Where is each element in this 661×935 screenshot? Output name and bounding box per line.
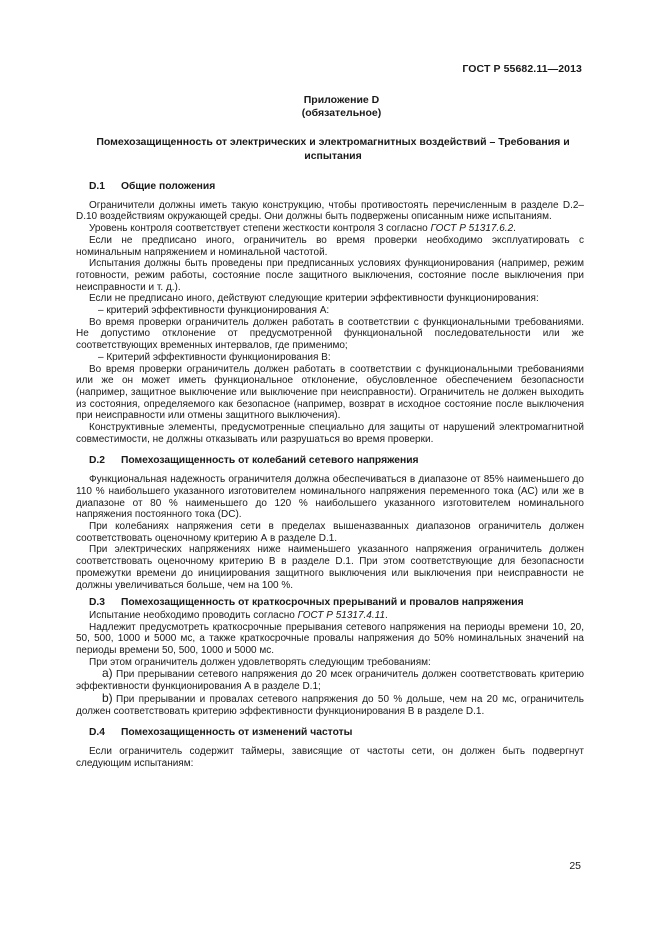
paragraph: Если ограничитель содержит таймеры, зависящие от частоты сети, он должен быть подвергнут следующим испытаниям: [76, 745, 584, 769]
paragraph: Во время проверки ограничитель должен работать в соответствии с функциональными требованиями или же он может иметь функциональное отклонение, обусловленное обеспечением безопасности (например, защитное выключение или выключение при неисправности). Ограничитель не должен выходить из состояния, определяемого как безопасное (например, возврат в исходное состояние после выключения при неисправности или отмены защитного выключения). [76, 363, 584, 422]
list-marker: b) [102, 690, 113, 705]
paragraph: Во время проверки ограничитель должен работать в соответствии с функциональными требованиями. Не допустимо отклонение от предусмотренной функциональной последовательности или же соответствующих временных интервалов, где применимо; [76, 316, 584, 352]
paragraph: Уровень контроля соответствует степени жесткости контроля 3 согласно ГОСТ Р 51317.6.2. [89, 223, 516, 235]
standard-reference: ГОСТ Р 51317.4.11 [297, 609, 386, 621]
paragraph: Если не предписано иного, ограничитель во время проверки необходимо эксплуатировать с номинальным напряжением и номинальной частотой. [76, 234, 584, 258]
list-item: – критерий эффективности функционирования А: [98, 305, 330, 317]
paragraph: Испытания должны быть проведены при предписанных условиях функционирования (например, режим готовности, режим работы, состояние после защитного выключения, состояние после выключения при неисправности и т. д.). [76, 258, 584, 293]
document-title: Помехозащищенность от электрических и электромагнитных воздействий – Требования и испытания [96, 136, 570, 162]
paragraph: Функциональная надежность ограничителя должна обеспечиваться в диапазоне от 85% наименьшего до 110 % наибольшего указанного изготовителем номинального напряжения переменного тока (АС) или же в диапазоне от 80 % наименьшего до 120 % наибольшего указанного изготовителем номинального напряжения постоянного тока (DC). [76, 474, 584, 521]
list-marker: a) [102, 666, 113, 681]
paragraph: При этом ограничитель должен удовлетворять следующим требованиям: [89, 656, 431, 668]
paragraph: Ограничители должны иметь такую конструкцию, чтобы противостоять перечисленным в разделе D.2–D.10 воздействиям окружающей среды. Они должны быть подвержены описанным ниже испытаниям. [76, 199, 584, 223]
section-number: D.1 [89, 181, 106, 192]
section-number: D.3 [89, 597, 106, 609]
section-title: Общие положения [121, 181, 216, 192]
paragraph: Надлежит предусмотреть краткосрочные прерывания сетевого напряжения на периоды времени 10, 20, 50, 500, 1000 и 5000 мс, а также краткосрочные провалы напряжения до 50% номинальных значений на периоды времени 50, 500, 1000 и 5000 мс. [76, 621, 584, 657]
section-title: Помехозащищенность от изменений частоты [121, 727, 353, 739]
appendix-heading [0, 94, 661, 120]
paragraph: При электрических напряжениях ниже наименьшего указанного напряжения ограничитель должен соответствовать оценочному критерию В в разделе D.1. При этом соответствующие для безопасности промежутки времени до инициирования защитного выключения или выключения при неисправности не должны увеличиваться больше, чем на 100 %. [76, 544, 584, 591]
list-item: – Критерий эффективности функционирования В: [98, 351, 331, 363]
standard-header: ГОСТ Р 55682.11—2013 [462, 63, 582, 75]
section-number: D.4 [89, 727, 106, 739]
page-number: 25 [569, 860, 581, 872]
section-heading-d3 [89, 597, 584, 609]
document-body [76, 181, 584, 769]
paragraph: Испытание необходимо проводить согласно ГОСТ Р 51317.4.11. [89, 609, 388, 621]
section-number: D.2 [89, 455, 106, 467]
section-heading-d1 [89, 181, 584, 193]
section-title: Помехозащищенность от краткосрочных прерываний и провалов напряжения [121, 597, 524, 609]
list-item-a: a) При прерывании сетевого напряжения до 20 мсек ограничитель должен соответствовать критерию эффективности функционирования А в разделе D.1; [76, 666, 584, 693]
section-heading-d2 [89, 455, 584, 467]
section-heading-d4 [89, 727, 584, 739]
paragraph: Конструктивные элементы, предусмотренные специально для защиты от нарушений электромагнитной совместимости, не должны отказывать или разрушаться во время проверки. [76, 422, 584, 445]
paragraph: При колебаниях напряжения сети в пределах вышеназванных диапазонов ограничитель должен соответствовать оценочному критерию А в разделе D.1. [76, 520, 584, 544]
appendix-status: (обязательное) [301, 107, 382, 119]
section-title: Помехозащищенность от колебаний сетевого напряжения [121, 455, 419, 467]
appendix-title: Приложение D [303, 94, 380, 106]
list-item-b: b) При прерывании и провалах сетевого напряжения до 50 % дольше, чем на 20 мс, ограничитель должен соответствовать критерию эффективности функционирования В в разделе D.1. [76, 690, 584, 717]
paragraph: Если не предписано иного, действуют следующие критерии эффективности функционирования: [89, 293, 539, 305]
standard-reference: ГОСТ Р 51317.6.2 [430, 223, 514, 235]
